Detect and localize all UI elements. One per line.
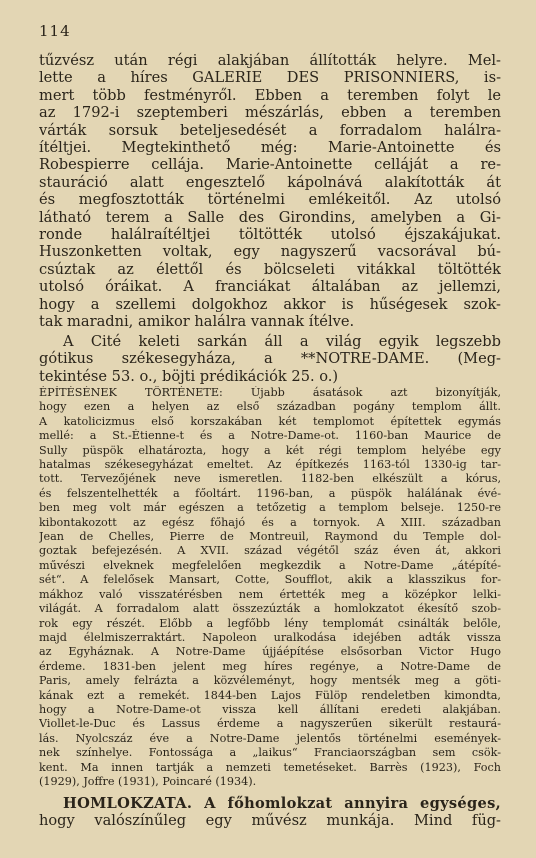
text-line: nek színhelye. Fontossága a „laikus“ Franciaországban sem csök- xyxy=(39,746,501,760)
text-line: hogy a szellemi dolgokhoz akkor is hűségesek szok- xyxy=(39,295,501,313)
text-line: ÉPÍTÉSÉNEK TÖRTÉNETE: Újabb ásatások azt bizonyítják, xyxy=(39,386,501,399)
text-line: hogy ezen a helyen az első században pogány templom állt. xyxy=(39,400,501,414)
text-line: Paris, amely felrázta a közvéleményt, hogy mentsék meg a göti- xyxy=(39,674,501,688)
text-line: Robespierre cellája. Marie-Antoinette celláját a re- xyxy=(39,156,501,174)
text-line: Huszonketten voltak, egy nagyszerű vacsorával bú- xyxy=(39,243,501,261)
text-line: sét“. A felelősek Mansart, Cotte, Soufflot, akik a klasszikus for- xyxy=(39,573,501,587)
text-line: hogy valószínűleg egy művész munkája. Mind füg- xyxy=(39,812,501,830)
text-line: világát. A forradalom alatt összezúzták a homlokzatot ékesítő szob- xyxy=(39,602,501,616)
text-line: ronde halálraítéltjei töltötték utolsó éjszakájukat. xyxy=(39,226,501,244)
page-number: 114 xyxy=(39,22,71,40)
text-line: majd élelmiszerraktárt. Napoleon uralkodása idejében adták vissza xyxy=(39,630,501,644)
text-line: tak maradni, amikor halálra vannak ítélve. xyxy=(39,313,355,331)
text-line: (1929), Joffre (1931), Poincaré (1934). xyxy=(39,774,257,788)
text-line: kibontakozott az egész főhajó és a tornyok. A XIII. században xyxy=(39,515,501,529)
paragraph-prisoners-gallery xyxy=(39,52,501,331)
text-line: Sully püspök elhatározta, hogy a két régi templom helyébe egy xyxy=(39,443,501,457)
text-line: tűzvész után régi alakjában állították helyre. Mel- xyxy=(39,52,501,69)
text-line: ben meg volt már egészen a tetőzetig a templom belseje. 1250-re xyxy=(39,501,501,515)
text-line: és megfosztották történelmi emlékeitől. Az utolsó xyxy=(39,191,501,209)
text-line: lás. Nyolcszáz éve a Notre-Dame jelentős történelmi események- xyxy=(39,731,501,745)
text-line: hatalmas székesegyházat emeltet. Az építkezés 1163-tól 1330-ig tar- xyxy=(39,458,501,472)
text-line: rok egy részét. Előbb a legfőbb lény templomát csinálták belőle, xyxy=(39,616,501,630)
text-line: várták sorsuk beteljesedését a forradalom halálra- xyxy=(39,121,501,139)
text-line: gótikus székesegyháza, a **NOTRE-DAME. (Meg- xyxy=(39,350,501,368)
text-line: A Cité keleti sarkán áll a világ egyik legszebb xyxy=(63,333,501,350)
text-line: művészi elveknek megfelelően megkezdik a Notre-Dame „átépíté- xyxy=(39,558,501,572)
text-line: stauráció alatt engesztelő kápolnává alakították át xyxy=(39,173,501,191)
text-line: tekintése 53. o., böjti prédikációk 25. o.) xyxy=(39,367,339,385)
text-line: az Egyháznak. A Notre-Dame újjáépítése elsősorban Victor Hugo xyxy=(39,645,501,659)
text-line: csúztak az élettől és bölcseleti vitákkal töltötték xyxy=(39,260,501,278)
text-line: ítéltjei. Megtekinthető még: Marie-Antoinette és xyxy=(39,139,501,157)
paragraph-construction-history xyxy=(39,386,501,789)
text-line: érdeme. 1831-ben jelent meg híres regénye, a Notre-Dame de xyxy=(39,659,501,673)
text-line: goztak befejezésén. A XVII. század végétől száz éven át, akkori xyxy=(39,544,501,558)
text-line: utolsó óráikat. A franciákat általában az jellemzi, xyxy=(39,278,501,296)
paragraph-facade xyxy=(39,795,501,830)
text-line: HOMLOKZATA. A főhomlokzat annyira egységes, xyxy=(63,795,501,812)
text-line: mákhoz való visszatérésben nem értették meg a középkor lelki- xyxy=(39,587,501,601)
text-line: tott. Tervezőjének neve ismeretlen. 1182-ben elkészült a kórus, xyxy=(39,472,501,486)
text-line: Viollet-le-Duc és Lassus érdeme a nagyszerűen sikerült restaurá- xyxy=(39,717,501,731)
text-line: kent. Ma innen tartják a nemzeti temetéseket. Barrès (1923), Foch xyxy=(39,760,501,774)
text-line: látható terem a Salle des Girondins, amelyben a Gi- xyxy=(39,208,501,226)
text-line: hogy a Notre-Dame-ot vissza kell állítani eredeti alakjában. xyxy=(39,702,501,716)
text-line: és felszentelhették a főoltárt. 1196-ban, a püspök halálának évé- xyxy=(39,486,501,500)
text-line: Jean de Chelles, Pierre de Montreuil, Raymond du Temple dol- xyxy=(39,530,501,544)
text-line: kának ezt a remekét. 1844-ben Lajos Fülöp rendeletben kimondta, xyxy=(39,688,501,702)
text-line: mert több festményről. Ebben a teremben folyt le xyxy=(39,86,501,104)
text-line: mellé: a St.-Étienne-t és a Notre-Dame-ot. 1160-ban Maurice de xyxy=(39,429,501,443)
text-line: lette a híres GALERIE DES PRISONNIERS, is- xyxy=(39,69,501,87)
paragraph-notre-dame-intro xyxy=(39,333,501,385)
text-line: A katolicizmus első korszakában két templomot építettek egymás xyxy=(39,414,501,428)
text-line: az 1792-i szeptemberi mészárlás, ebben a teremben xyxy=(39,104,501,122)
